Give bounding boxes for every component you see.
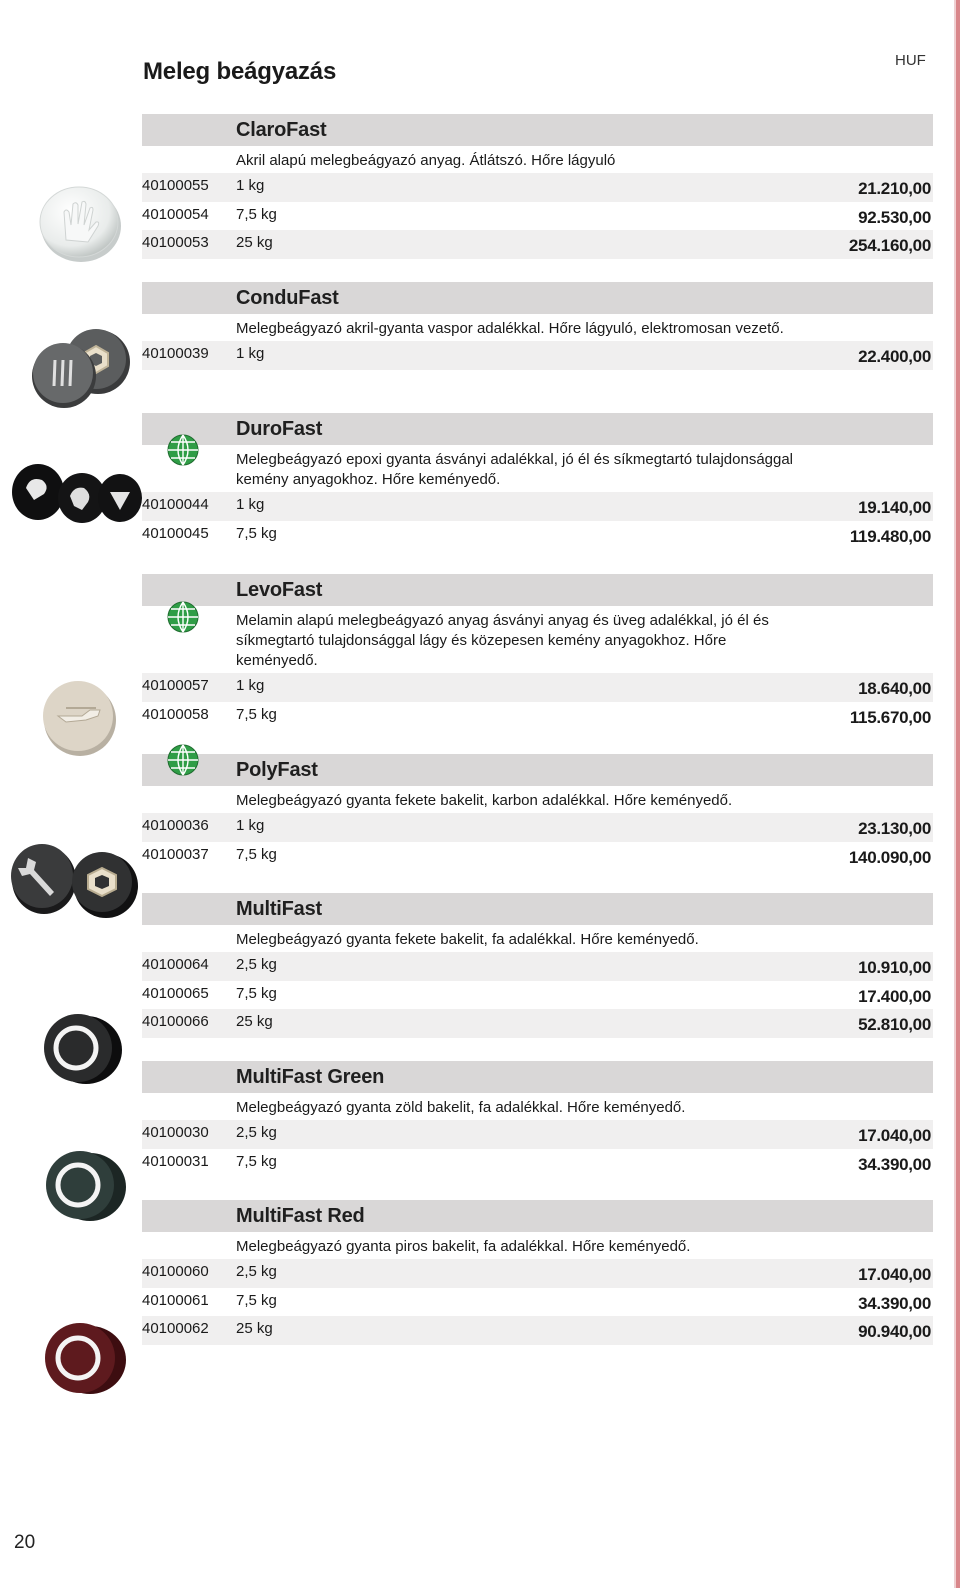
article-code: 40100030	[142, 1124, 209, 1141]
article-code: 40100066	[142, 1013, 209, 1030]
price: 22.400,00	[858, 347, 931, 366]
table-row	[142, 521, 933, 550]
article-code: 40100054	[142, 205, 209, 223]
quantity: 2,5 kg	[236, 1124, 277, 1141]
quantity: 7,5 kg	[236, 705, 277, 723]
page-edge-stripe	[956, 0, 960, 1588]
section-header	[142, 754, 933, 786]
section-header	[142, 114, 933, 146]
table-row	[142, 702, 933, 731]
table-row	[142, 813, 933, 842]
product-description: Melegbeágyazó epoxi gyanta ásványi adalékkal, jó él és síkmegtartó tulajdonsággal kemény anyagokhoz. Hőre keményedő.	[236, 451, 794, 488]
article-code: 40100057	[142, 677, 209, 694]
article-code: 40100055	[142, 177, 209, 194]
quantity: 1 kg	[236, 496, 265, 513]
section-clarofast	[142, 114, 933, 259]
product-name: ConduFast	[236, 287, 339, 309]
article-code: 40100058	[142, 705, 209, 723]
quantity: 25 kg	[236, 1013, 273, 1030]
product-name: MultiFast Red	[236, 1205, 365, 1227]
quantity: 7,5 kg	[236, 205, 277, 223]
section-header	[142, 1061, 933, 1093]
currency-label: HUF	[895, 52, 926, 69]
price: 10.910,00	[858, 958, 931, 977]
table-row	[142, 1009, 933, 1038]
page-title: Meleg beágyazás	[143, 58, 337, 85]
price: 19.140,00	[858, 498, 931, 517]
product-name: ClaroFast	[236, 119, 327, 141]
multifast-sample-image	[40, 1010, 126, 1090]
green-globe-icon	[166, 743, 200, 777]
price: 17.040,00	[858, 1265, 931, 1284]
quantity: 7,5 kg	[236, 1291, 277, 1309]
section-multifast-red	[142, 1200, 933, 1345]
product-name: MultiFast	[236, 898, 322, 920]
section-header	[142, 282, 933, 314]
article-code: 40100064	[142, 956, 209, 973]
product-description: Melegbeágyazó gyanta zöld bakelit, fa adalékkal. Hőre keményedő.	[236, 1099, 686, 1116]
table-row	[142, 1259, 933, 1288]
article-code: 40100039	[142, 345, 209, 362]
price: 17.400,00	[858, 986, 931, 1006]
product-name: LevoFast	[236, 579, 323, 601]
table-row	[142, 230, 933, 259]
product-description: Melegbeágyazó akril-gyanta vaspor adalékkal. Hőre lágyuló, elektromosan vezető.	[236, 320, 784, 337]
article-code: 40100031	[142, 1152, 209, 1170]
table-row	[142, 173, 933, 202]
price: 18.640,00	[858, 679, 931, 698]
table-row	[142, 341, 933, 370]
article-code: 40100062	[142, 1320, 209, 1337]
quantity: 1 kg	[236, 817, 265, 834]
quantity: 7,5 kg	[236, 845, 277, 863]
table-row	[142, 492, 933, 521]
section-durofast	[142, 413, 933, 549]
product-description: Melegbeágyazó gyanta piros bakelit, fa adalékkal. Hőre keményedő.	[236, 1238, 691, 1255]
page-edge-stripe-light	[954, 0, 956, 1588]
section-condufast	[142, 282, 933, 370]
article-code: 40100036	[142, 817, 209, 834]
price: 17.040,00	[858, 1126, 931, 1145]
green-globe-icon	[166, 600, 200, 634]
table-row	[142, 673, 933, 702]
article-code: 40100053	[142, 234, 209, 251]
polyfast-sample-image	[6, 840, 140, 920]
article-code: 40100045	[142, 524, 209, 542]
table-row	[142, 1288, 933, 1317]
multifast-green-sample-image	[40, 1147, 130, 1227]
article-code: 40100061	[142, 1291, 209, 1309]
multifast-red-sample-image	[38, 1318, 130, 1400]
section-header	[142, 574, 933, 606]
product-name: MultiFast Green	[236, 1066, 385, 1088]
section-multifast-green	[142, 1061, 933, 1177]
quantity: 25 kg	[236, 234, 273, 251]
quantity: 25 kg	[236, 1320, 273, 1337]
table-row	[142, 842, 933, 871]
quantity: 1 kg	[236, 177, 265, 194]
section-header	[142, 413, 933, 445]
quantity: 1 kg	[236, 677, 265, 694]
green-globe-icon	[166, 433, 200, 467]
table-row	[142, 1316, 933, 1345]
price: 254.160,00	[848, 236, 931, 255]
table-row	[142, 981, 933, 1010]
table-row	[142, 1120, 933, 1149]
product-name: PolyFast	[236, 759, 318, 781]
price: 23.130,00	[858, 819, 931, 838]
product-name: DuroFast	[236, 418, 323, 440]
article-code: 40100044	[142, 496, 209, 513]
price: 115.670,00	[849, 707, 931, 727]
article-code: 40100060	[142, 1263, 209, 1280]
article-code: 40100065	[142, 984, 209, 1002]
quantity: 2,5 kg	[236, 1263, 277, 1280]
levofast-sample-image	[36, 676, 122, 758]
product-description: Melegbeágyazó gyanta fekete bakelit, karbon adalékkal. Hőre keményedő.	[236, 792, 733, 809]
quantity: 7,5 kg	[236, 984, 277, 1002]
article-code: 40100037	[142, 845, 209, 863]
table-row	[142, 1149, 933, 1178]
price: 119.480,00	[849, 526, 931, 546]
price: 34.390,00	[858, 1154, 931, 1174]
durofast-sample-image	[8, 456, 142, 526]
table-row	[142, 952, 933, 981]
clarofast-sample-image	[36, 180, 126, 266]
product-description: Melamin alapú melegbeágyazó anyag ásványi anyag és üveg adalékkal, jó él és síkmegtartó tulajdonsággal lágy és közepesen kemény anyagokhoz. Hőre keményedő.	[236, 612, 769, 669]
price: 34.390,00	[858, 1293, 931, 1313]
condufast-sample-image	[30, 322, 130, 412]
price: 140.090,00	[848, 847, 931, 867]
product-description: Akril alapú melegbeágyazó anyag. Átlátszó. Hőre lágyuló	[236, 152, 616, 169]
section-header	[142, 893, 933, 925]
table-row	[142, 202, 933, 231]
section-polyfast	[142, 754, 933, 870]
quantity: 2,5 kg	[236, 956, 277, 973]
price: 90.940,00	[858, 1322, 931, 1341]
page-number: 20	[14, 1532, 36, 1553]
quantity: 1 kg	[236, 345, 265, 362]
price: 21.210,00	[858, 179, 931, 198]
price: 52.810,00	[858, 1015, 931, 1034]
quantity: 7,5 kg	[236, 1152, 277, 1170]
section-multifast	[142, 893, 933, 1038]
price: 92.530,00	[858, 207, 931, 227]
section-header	[142, 1200, 933, 1232]
quantity: 7,5 kg	[236, 524, 277, 542]
product-description: Melegbeágyazó gyanta fekete bakelit, fa adalékkal. Hőre keményedő.	[236, 931, 699, 948]
section-levofast	[142, 574, 933, 730]
